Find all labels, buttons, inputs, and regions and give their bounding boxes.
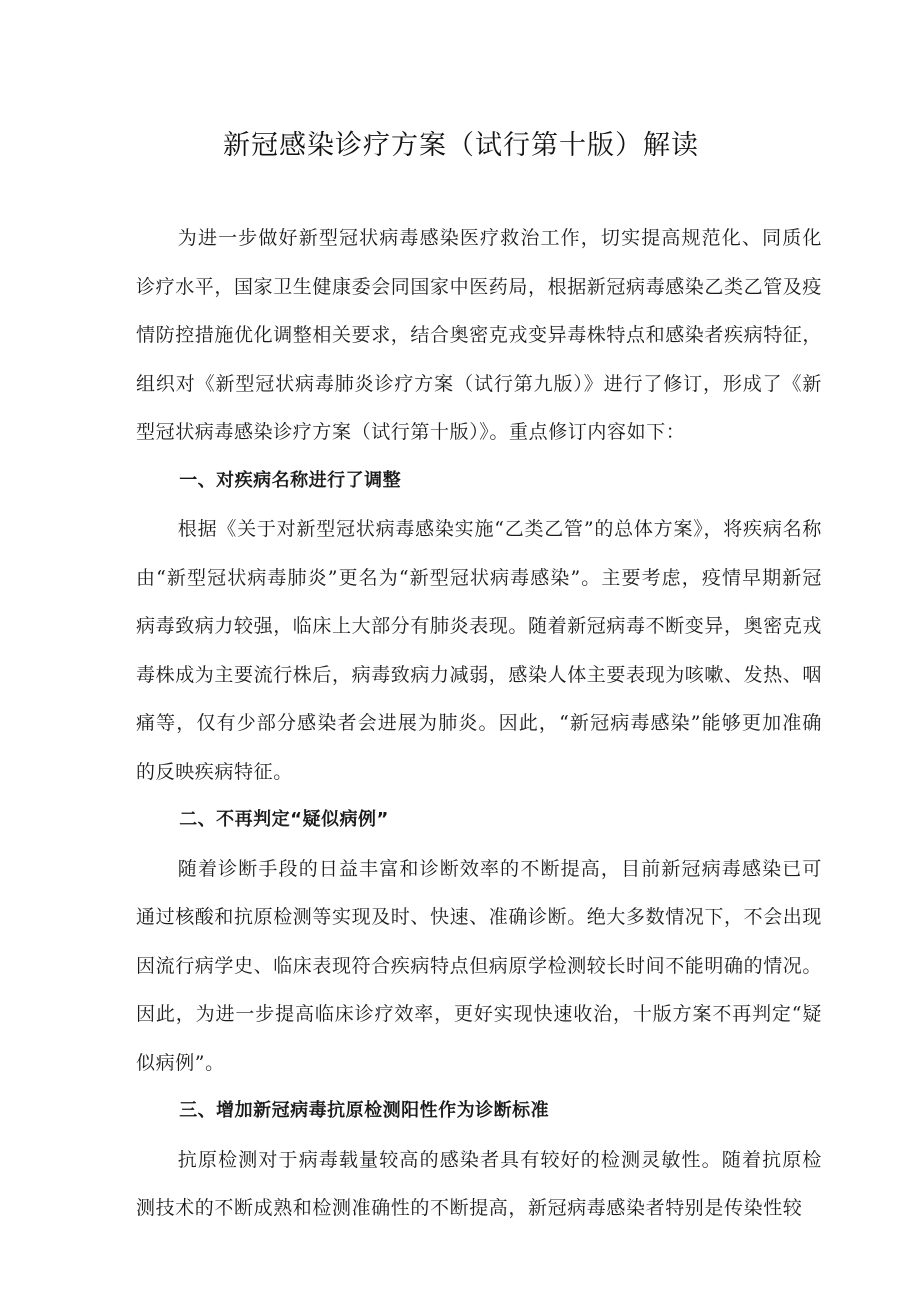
section-heading-3: 三、增加新冠病毒抗原检测阳性作为诊断标准 xyxy=(179,1100,550,1121)
section-body-3: 抗原检测对于病毒载量较高的感染者具有较好的检测灵敏性。随着抗原检测技术的不断成熟和检测准确性的不断提高，新冠病毒感染者特别是传染性较 xyxy=(136,1148,822,1219)
section-body-1: 根据《关于对新型冠状病毒感染实施“乙类乙管”的总体方案》，将疾病名称由“新型冠状病毒肺炎”更名为“新型冠状病毒感染”。主要考虑，疫情早期新冠病毒致病力较强，临床上大部分有肺炎表现。随着新冠病毒不断变异，奥密克戎毒株成为主要流行株后，病毒致病力减弱，感染人体主要表现为咳嗽、发热、咽痛等，仅有少部分感染者会进展为肺炎。因此，“新冠病毒感染”能够更加准确的反映疾病特征。 xyxy=(136,518,823,783)
document-title: 新冠感染诊疗方案（试行第十版）解读 xyxy=(223,130,699,161)
section-body-2: 随着诊断手段的日益丰富和诊断效率的不断提高，目前新冠病毒感染已可通过核酸和抗原检测等实现及时、快速、准确诊断。绝大多数情况下，不会出现因流行病学史、临床表现符合疾病特点但病原学检测较长时间不能明确的情况。因此，为进一步提高临床诊疗效率，更好实现快速收治，十版方案不再判定“疑似病例”。 xyxy=(136,857,823,1074)
section-heading-1: 一、对疾病名称进行了调整 xyxy=(179,469,402,491)
section-heading-2: 二、不再判定“疑似病例” xyxy=(179,809,389,830)
intro-paragraph: 为进一步做好新型冠状病毒感染医疗救治工作，切实提高规范化、同质化诊疗水平，国家卫生健康委会同国家中医药局，根据新冠病毒感染乙类乙管及疫情防控措施优化调整相关要求，结合奥密克戎变异毒株特点和感染者疾病特征，组织对《新型冠状病毒肺炎诊疗方案（试行第九版）》进行了修订，形成了《新型冠状病毒感染诊疗方案（试行第十版）》。重点修订内容如下： xyxy=(136,227,823,443)
